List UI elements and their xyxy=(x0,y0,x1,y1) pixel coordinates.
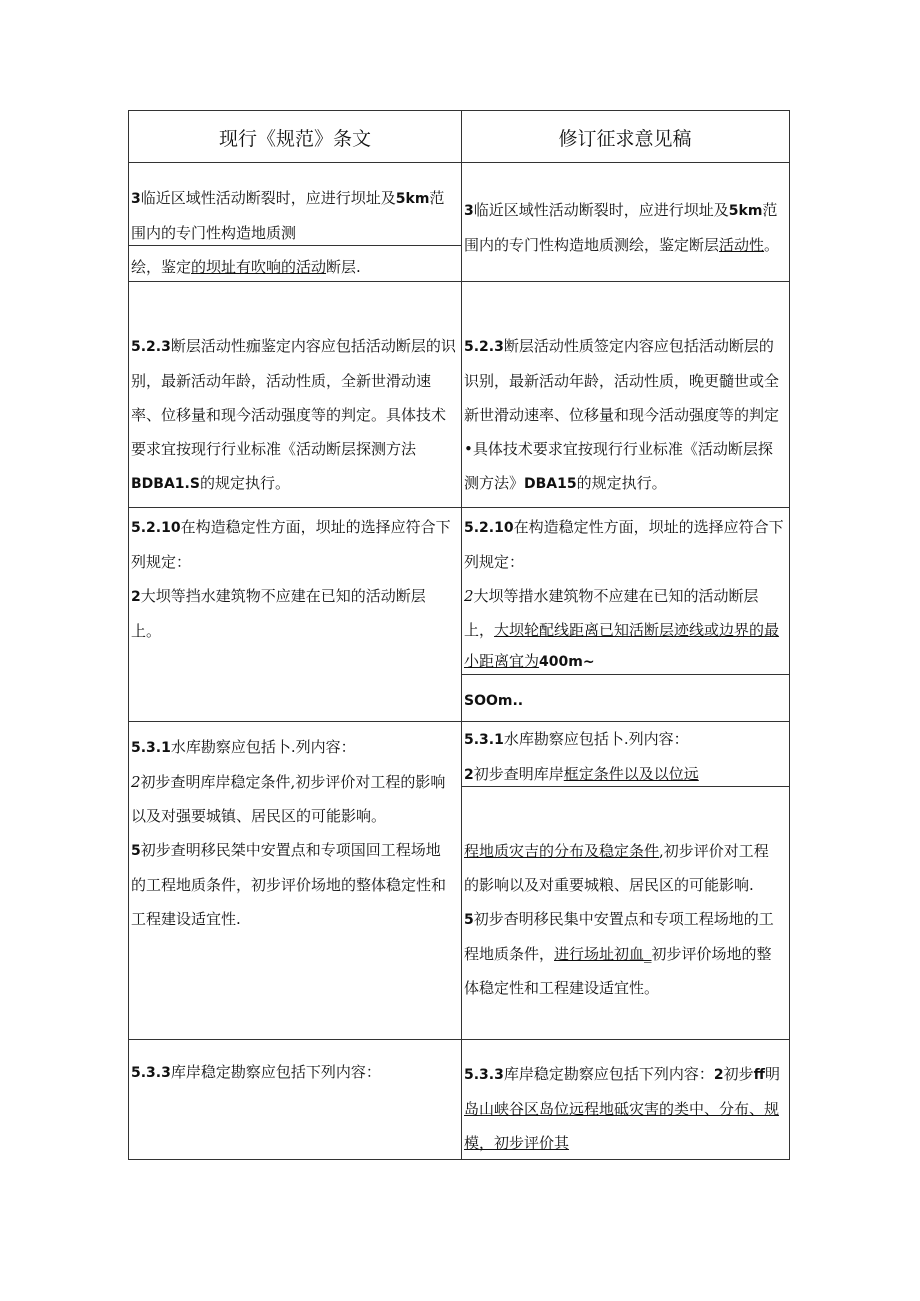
underlined-text: ，初步评价其 xyxy=(479,1134,570,1152)
row2-revised-text xyxy=(464,329,786,501)
clause-number: 5.2.3 xyxy=(464,339,504,355)
clause-number: 5.3.1 xyxy=(131,740,171,756)
distance-value: 5km xyxy=(728,203,763,219)
text: 断层. xyxy=(326,258,361,276)
text: 库岸稳定勘察应包括下列内容： xyxy=(503,1065,714,1083)
text: 临近区域性活动断裂时，应进行坝址及 xyxy=(473,201,729,219)
standard-code: DBA15 xyxy=(524,476,577,492)
underlined-text: 小距离宜为 xyxy=(464,652,540,669)
row5-revised-text xyxy=(464,1057,786,1160)
text: 在构造稳定性方面，坝址的选择应符合下 xyxy=(180,518,451,536)
text: 库岸稳定勘察应包括下列内容： xyxy=(170,1063,381,1081)
text: 列规定： xyxy=(464,553,525,571)
text: 。 xyxy=(764,236,780,254)
underlined-text: 模 xyxy=(464,1134,480,1152)
text: 围内的专门性构造地质测 xyxy=(131,224,297,242)
underlined-text: 岛山峡谷区岛位远程地砥灾害的类中、分布、规 xyxy=(464,1100,780,1118)
text: 围内的专门性构造地质测绘，鉴定断层 xyxy=(464,236,720,254)
text: 率、位移量和现今活动强度等的判定。具体技术 xyxy=(131,406,447,424)
text: 识别，最新活动年龄，活动性质，晚更髓世或全 xyxy=(464,372,780,390)
standard-code: BDBA1.S xyxy=(131,476,200,492)
text: 体稳定性和工程建设适宜性。 xyxy=(464,979,660,997)
clause-number: 5.3.3 xyxy=(464,1067,504,1083)
distance-value: SOOm.. xyxy=(464,693,524,709)
row-divider xyxy=(129,507,789,508)
item-number: 2 xyxy=(131,773,141,791)
item-number: 2 xyxy=(131,589,141,605)
underlined-text: 大坝轮配线距离已知活断层迹线或边界的最 xyxy=(494,621,780,639)
text: 初步 xyxy=(723,1065,754,1083)
underlined-text: 的坝址有吹响的活动 xyxy=(191,258,327,276)
text: 的规定执行。 xyxy=(576,474,667,492)
underlined-text: 程地质灾吉的分布及稳定条件 xyxy=(464,842,660,860)
text: 范 xyxy=(762,201,778,219)
text: 初步查明库岸稳定条件,初步评价对工程的影响 xyxy=(140,773,446,791)
text: 的影响以及对重要城粮、居民区的可能影响. xyxy=(464,876,754,894)
underlined-text: 进行场址初血_ xyxy=(554,945,652,963)
clause-number: 5.2.3 xyxy=(131,339,171,355)
clause-number: 5.2.10 xyxy=(464,520,514,536)
text: 断层活动性痂鉴定内容应包括活动断层的识 xyxy=(170,337,456,355)
text: 上， xyxy=(464,621,495,639)
row4-revised-text xyxy=(464,834,786,1005)
text: 的工程地质条件，初步评价场地的整体稳定性和 xyxy=(131,876,447,894)
text: 初步杳明移民集中安置点和专项工程场地的工 xyxy=(473,910,774,928)
text: 在构造稳定性方面，坝址的选择应符合下 xyxy=(513,518,784,536)
text: 水库勘察应包括卜.列内容： xyxy=(170,738,356,756)
garbled-text: ff xyxy=(753,1067,765,1083)
row4-revised-text-top xyxy=(464,722,786,792)
row1-current-text xyxy=(131,181,459,284)
text: 大坝等措水建筑物不应建在已知的活动断层 xyxy=(473,587,759,605)
text: 范 xyxy=(429,189,445,207)
text: 大坝等挡水建筑物不应建在已知的活动断层 xyxy=(140,587,426,605)
text: 的规定执行。 xyxy=(199,474,290,492)
header-revised-draft: 修订征求意见稿 xyxy=(558,128,692,150)
text: 新世滑动速率、位移量和现今活动强度等的判定 xyxy=(464,406,780,424)
text: 水库勘察应包括卜.列内容： xyxy=(503,730,689,748)
clause-number: 5.3.1 xyxy=(464,732,504,748)
text: 明 xyxy=(765,1065,781,1083)
row3-revised-text xyxy=(464,510,786,669)
text: 别，最新活动年龄，活动性质，全新世滑动速 xyxy=(131,372,432,390)
text: 工程建设适宜性. xyxy=(131,910,241,928)
item-number: 5 xyxy=(131,843,141,859)
item-number: 2 xyxy=(464,587,474,605)
row5-current-text xyxy=(131,1055,459,1090)
row3-revised-continuation xyxy=(464,684,786,718)
text: 绘，鉴定 xyxy=(131,258,192,276)
cell-subline xyxy=(461,674,789,675)
distance-value: 5km xyxy=(395,191,430,207)
underlined-text: 框定条件以及以位远 xyxy=(563,765,699,783)
column-divider xyxy=(461,111,462,1159)
item-number: 2 xyxy=(464,767,474,783)
clause-number: 3 xyxy=(131,191,141,207)
text: 临近区域性活动断裂时，应进行坝址及 xyxy=(140,189,396,207)
text: 初步查明库岸 xyxy=(473,765,564,783)
distance-value: 400m~ xyxy=(539,654,595,669)
row3-current-text xyxy=(131,510,459,648)
underlined-text: 活动性 xyxy=(719,236,765,254)
comparison-table xyxy=(128,110,790,1160)
header-current-clause: 现行《规范》条文 xyxy=(218,128,371,150)
text: 要求宜按现行行业标准《活动断层探测方法 xyxy=(131,440,417,458)
item-number: 5 xyxy=(464,912,474,928)
row1-revised-text xyxy=(464,193,786,262)
text: ,初步评价对工程 xyxy=(659,842,769,860)
text: 列规定： xyxy=(131,553,192,571)
text: 程地质条件， xyxy=(464,945,555,963)
text: 上。 xyxy=(131,622,162,640)
text: 初步查明移民桀中安置点和专项国回工程场地 xyxy=(140,841,441,859)
clause-number: 5.3.3 xyxy=(131,1065,171,1081)
text: •具体技术要求宜按现行行业标准《活动断层探 xyxy=(464,440,773,458)
clause-number: 5.2.10 xyxy=(131,520,181,536)
clause-number: 3 xyxy=(464,203,474,219)
text: 断层活动性质签定内容应包括活动断层的 xyxy=(503,337,774,355)
text: 测方法》 xyxy=(464,474,525,492)
row4-current-text xyxy=(131,730,459,936)
text: 初步评价场地的整 xyxy=(651,945,772,963)
text: 以及对强要城镇、居民区的可能影响。 xyxy=(131,807,387,825)
item-number: 2 xyxy=(713,1067,724,1083)
row2-current-text xyxy=(131,329,459,501)
row-divider xyxy=(129,1039,789,1040)
